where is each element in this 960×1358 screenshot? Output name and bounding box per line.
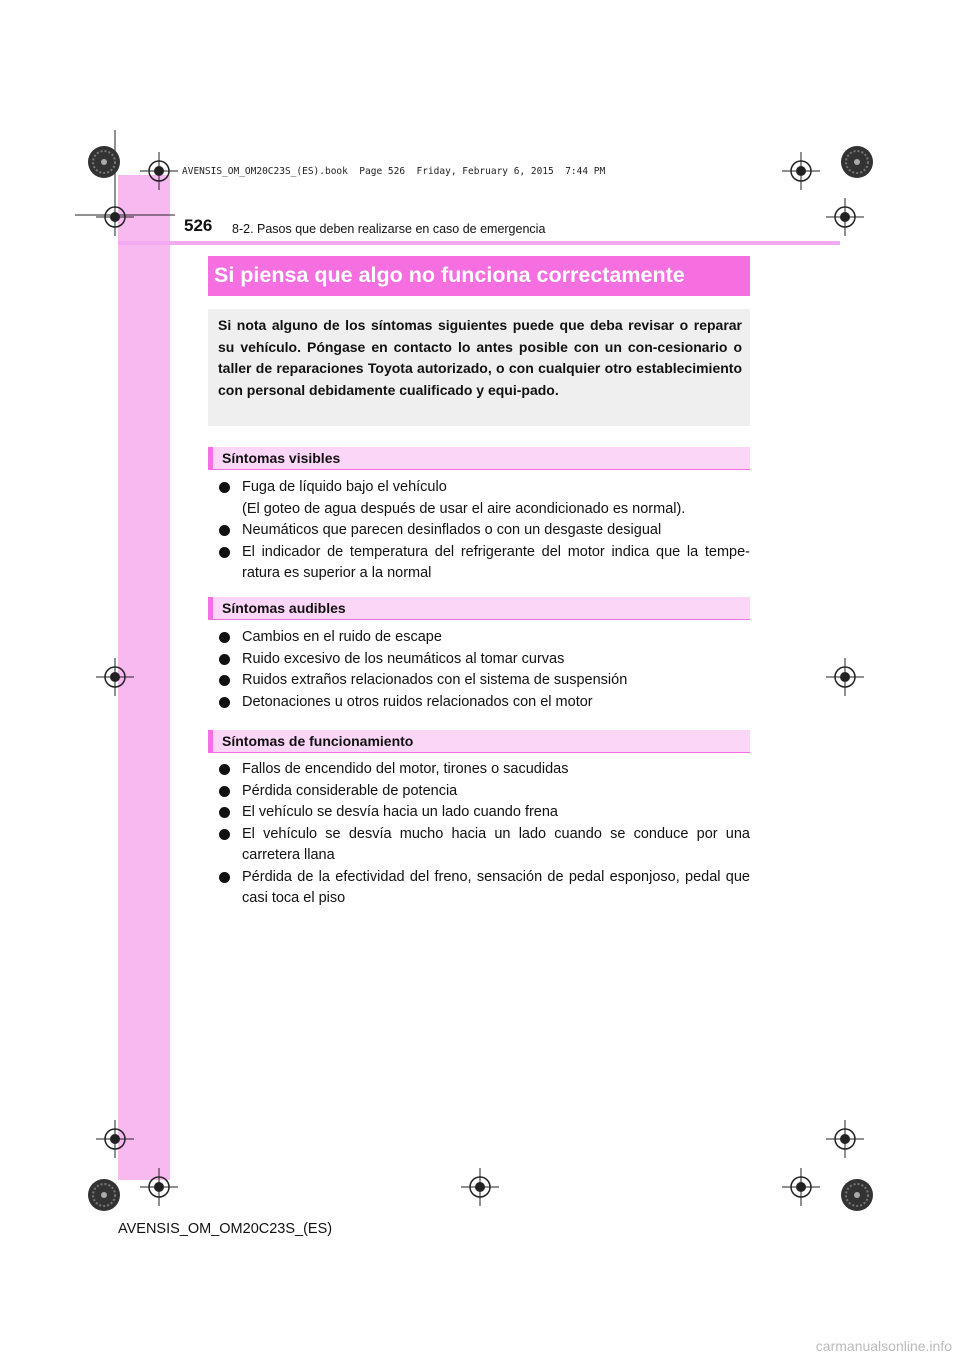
list-item: Cambios en el ruido de escape xyxy=(216,627,750,649)
registration-target-icon xyxy=(826,198,864,236)
color-bar-circle-icon xyxy=(840,1178,874,1212)
chapter-title: 8-2. Pasos que deben realizarse en caso de emergencia xyxy=(232,222,546,236)
bullet-icon xyxy=(219,807,230,818)
color-bar-circle-icon xyxy=(87,1178,121,1212)
list-item: El indicador de temperatura del refrigerante del motor indica que la tempe-ratura es superior a la normal xyxy=(216,542,750,585)
list-item: Fuga de líquido bajo el vehículo (El goteo de agua después de usar el aire acondicionado es normal). xyxy=(216,477,750,520)
visibles-list xyxy=(216,477,750,585)
list-item: Detonaciones u otros ruidos relacionados con el motor xyxy=(216,692,750,714)
bullet-icon xyxy=(219,829,230,840)
registration-target-icon xyxy=(782,1168,820,1206)
registration-target-icon xyxy=(782,152,820,190)
list-item: Neumáticos que parecen desinflados o con un desgaste desigual xyxy=(216,520,750,542)
watermark: carmanualsonline.info xyxy=(815,1338,952,1354)
registration-target-icon xyxy=(140,1168,178,1206)
footer-code: AVENSIS_OM_OM20C23S_(ES) xyxy=(118,1221,333,1237)
intro-paragraph: Si nota alguno de los síntomas siguientes puede que deba revisar o reparar su vehículo. Póngase en contacto lo antes posible con un con-cesionario o taller de reparaciones Toyota autorizado, o con cualquier otro establecimiento con personal debidamente cualificado y equi-pado. xyxy=(208,309,750,426)
header-rule xyxy=(118,241,840,245)
registration-target-icon xyxy=(96,198,134,236)
list-item: El vehículo se desvía hacia un lado cuando frena xyxy=(216,802,750,824)
color-bar-circle-icon xyxy=(840,145,874,179)
bullet-icon xyxy=(219,786,230,797)
list-item: Ruido excesivo de los neumáticos al tomar curvas xyxy=(216,649,750,671)
bullet-icon xyxy=(219,675,230,686)
registration-target-icon xyxy=(140,152,178,190)
subheading-funcionamiento: Síntomas de funcionamiento xyxy=(208,730,750,753)
audibles-list xyxy=(216,627,750,713)
bullet-icon xyxy=(219,654,230,665)
registration-target-icon xyxy=(826,658,864,696)
registration-target-icon xyxy=(96,658,134,696)
funcionamiento-list xyxy=(216,759,750,910)
registration-target-icon xyxy=(96,1120,134,1158)
section-title: Si piensa que algo no funciona correctamente xyxy=(214,263,685,287)
list-item: Ruidos extraños relacionados con el sistema de suspensión xyxy=(216,670,750,692)
registration-target-icon xyxy=(826,1120,864,1158)
book-info-line: AVENSIS_OM_OM20C23S_(ES).book Page 526 Friday, February 6, 2015 7:44 PM xyxy=(182,166,606,177)
list-item: Pérdida considerable de potencia xyxy=(216,781,750,803)
bullet-icon xyxy=(219,525,230,536)
page-number: 526 xyxy=(184,216,213,235)
section-title-box xyxy=(208,256,750,296)
registration-target-icon xyxy=(461,1168,499,1206)
subheading-visibles: Síntomas visibles xyxy=(208,447,750,470)
bullet-icon xyxy=(219,697,230,708)
bullet-icon xyxy=(219,547,230,558)
list-item: El vehículo se desvía mucho hacia un lado cuando se conduce por una carretera llana xyxy=(216,824,750,867)
bullet-icon xyxy=(219,632,230,643)
bullet-icon xyxy=(219,482,230,493)
color-bar-circle-icon xyxy=(87,145,121,179)
bullet-icon xyxy=(219,872,230,883)
list-item: Pérdida de la efectividad del freno, sensación de pedal esponjoso, pedal que casi toca el piso xyxy=(216,867,750,910)
bullet-icon xyxy=(219,764,230,775)
list-item: Fallos de encendido del motor, tirones o sacudidas xyxy=(216,759,750,781)
subheading-audibles: Síntomas audibles xyxy=(208,597,750,620)
